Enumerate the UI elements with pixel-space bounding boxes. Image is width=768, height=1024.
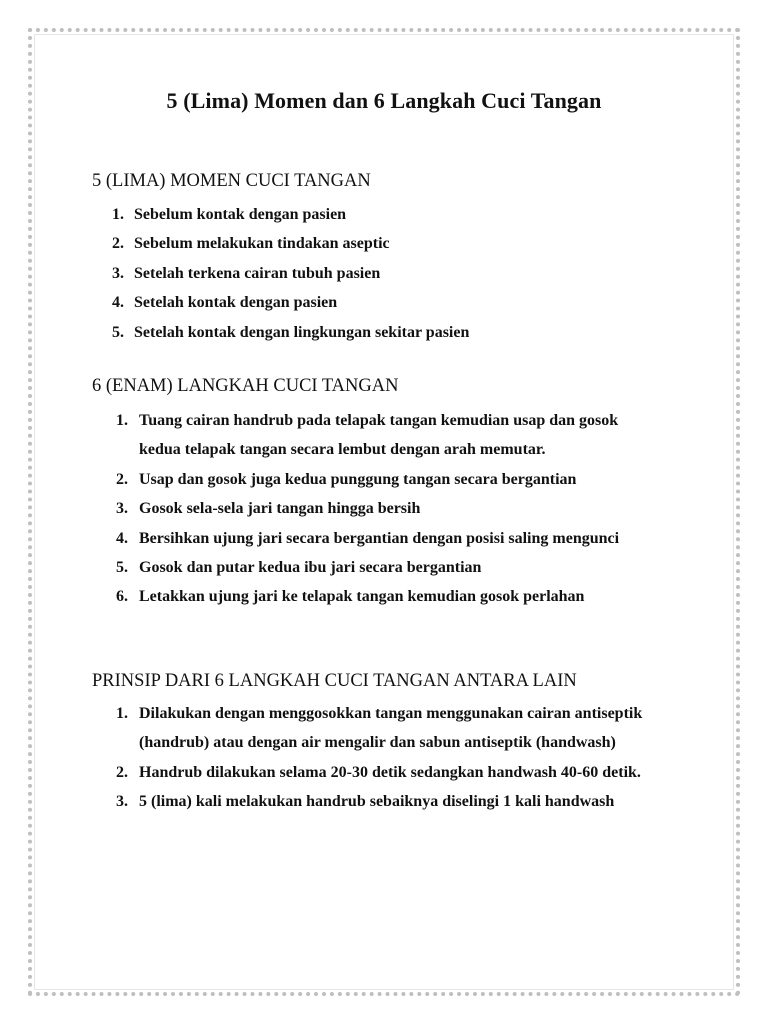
list-langkah bbox=[0, 406, 659, 612]
list-number: 3. bbox=[112, 264, 124, 282]
list-number: 6. bbox=[116, 588, 128, 606]
list-item-text: Setelah kontak dengan lingkungan sekitar pasien bbox=[134, 323, 470, 341]
list-item bbox=[0, 787, 659, 816]
list-item bbox=[0, 259, 469, 288]
list-number: 2. bbox=[116, 470, 128, 488]
list-number: 1. bbox=[116, 705, 128, 722]
list-number: 5. bbox=[116, 559, 128, 577]
list-item-text: Gosok dan putar kedua ibu jari secara bergantian bbox=[139, 559, 482, 577]
list-item-text: Letakkan ujung jari ke telapak tangan kemudian gosok perlahan bbox=[139, 588, 585, 606]
list-item bbox=[0, 229, 469, 258]
list-number: 1. bbox=[112, 206, 124, 223]
list-number: 4. bbox=[116, 529, 128, 547]
list-item-text: Setelah kontak dengan pasien bbox=[134, 294, 338, 312]
section-heading-momen: 5 (LIMA) MOMEN CUCI TANGAN bbox=[92, 171, 371, 191]
list-item bbox=[0, 200, 469, 229]
section-heading-langkah: 6 (ENAM) LANGKAH CUCI TANGAN bbox=[92, 376, 399, 396]
list-number: 3. bbox=[116, 500, 128, 518]
list-item-text: Handrub dilakukan selama 20-30 detik sedangkan handwash 40-60 detik. bbox=[139, 763, 641, 781]
list-item bbox=[0, 406, 659, 465]
list-number: 2. bbox=[116, 763, 128, 781]
list-item bbox=[0, 553, 659, 582]
section-heading-prinsip: PRINSIP DARI 6 LANGKAH CUCI TANGAN ANTARA LAIN bbox=[92, 671, 577, 691]
list-number: 1. bbox=[116, 412, 128, 429]
list-number: 2. bbox=[112, 235, 124, 253]
list-item-text: Dilakukan dengan menggosokkan tangan menggunakan cairan antiseptik (handrub) atau dengan air mengalir dan sabun antiseptik (handwash) bbox=[139, 705, 643, 752]
page-title: 5 (Lima) Momen dan 6 Langkah Cuci Tangan bbox=[166, 88, 602, 113]
list-momen bbox=[0, 200, 469, 347]
list-item-text: Sebelum kontak dengan pasien bbox=[134, 206, 347, 223]
list-item bbox=[0, 465, 659, 494]
list-item bbox=[0, 699, 659, 758]
list-item-text: Tuang cairan handrub pada telapak tangan kemudian usap dan gosok kedua telapak tangan secara lembut dengan arah memutar. bbox=[139, 412, 619, 459]
list-item-text: Setelah terkena cairan tubuh pasien bbox=[134, 264, 381, 282]
list-item-text: Gosok sela-sela jari tangan hingga bersih bbox=[139, 500, 421, 518]
list-item-text: Bersihkan ujung jari secara bergantian dengan posisi saling mengunci bbox=[139, 529, 620, 547]
list-item bbox=[0, 582, 659, 611]
list-number: 4. bbox=[112, 294, 124, 312]
list-number: 5. bbox=[112, 323, 124, 341]
list-item bbox=[0, 758, 659, 787]
list-item-text: 5 (lima) kali melakukan handrub sebaiknya diselingi 1 kali handwash bbox=[139, 793, 615, 811]
list-item bbox=[0, 494, 659, 523]
list-item bbox=[0, 288, 469, 317]
list-number: 3. bbox=[116, 793, 128, 811]
list-item-text: Usap dan gosok juga kedua punggung tangan secara bergantian bbox=[139, 470, 577, 488]
list-item-text: Sebelum melakukan tindakan aseptic bbox=[134, 235, 390, 253]
list-prinsip bbox=[0, 699, 659, 817]
list-item bbox=[0, 318, 469, 347]
list-item bbox=[0, 524, 659, 553]
